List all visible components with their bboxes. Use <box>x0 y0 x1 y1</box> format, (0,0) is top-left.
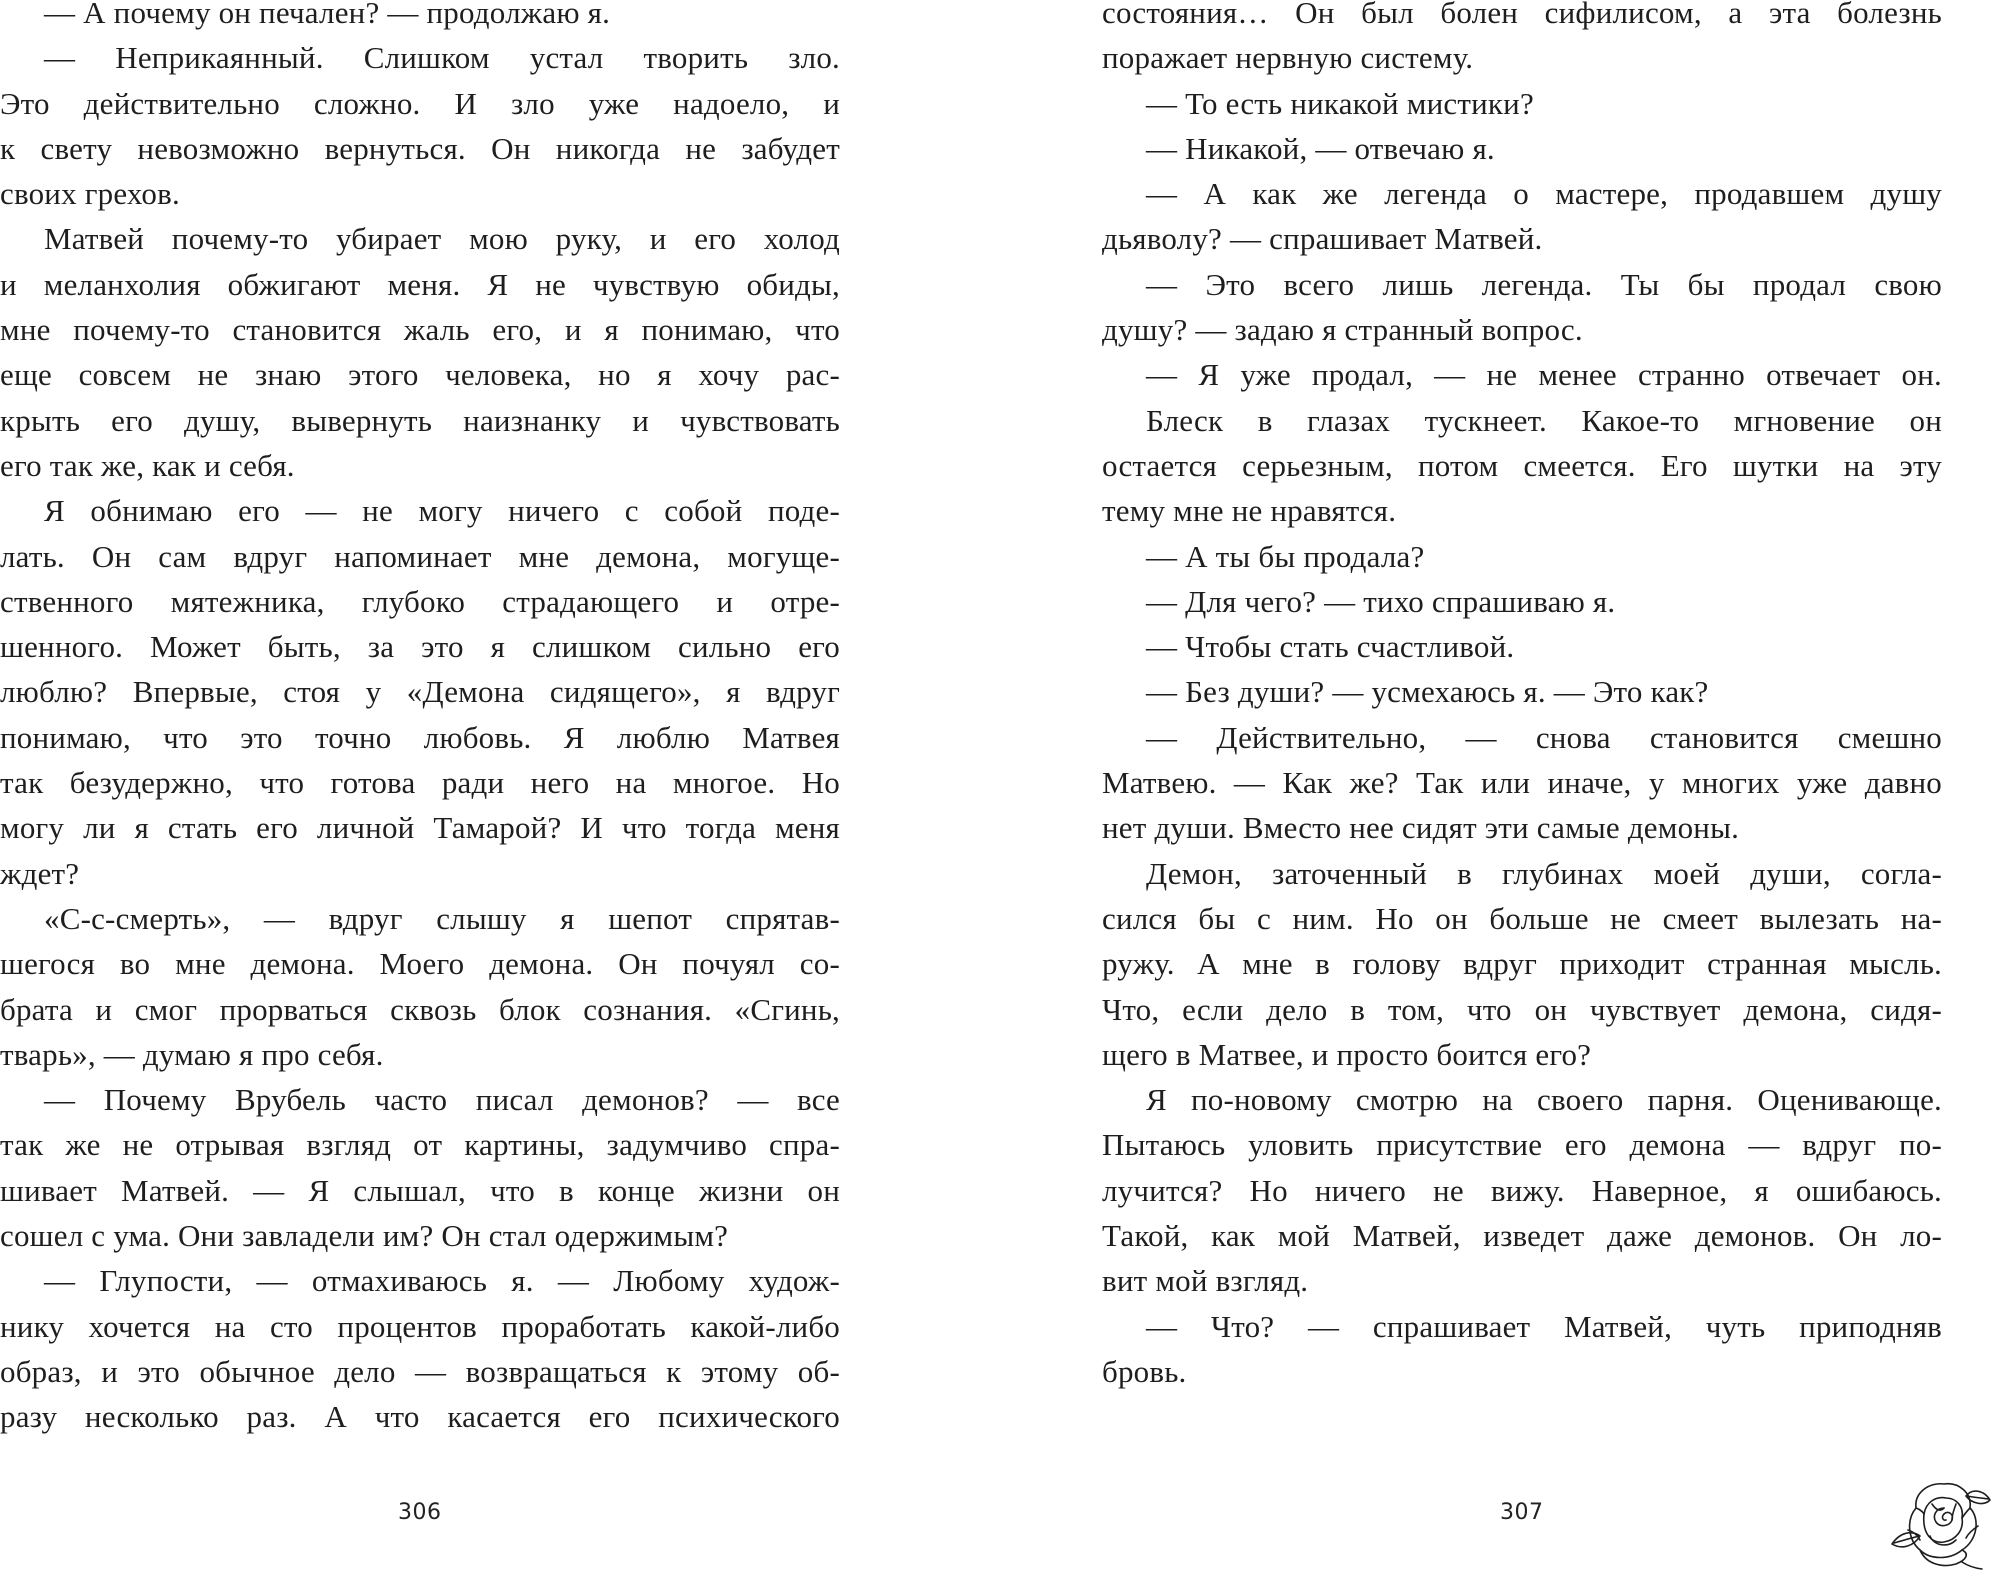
right-page <box>1102 0 1942 1570</box>
text-line: крыть его душу, вывернуть наизнанку и чувствовать <box>0 402 840 438</box>
text-line: — Чтобы стать счастливой. <box>1146 629 1515 665</box>
text-line: Что, если дело в том, что он чувствует демона, сидя- <box>1102 991 1942 1027</box>
page-number-left: 306 <box>398 1500 442 1525</box>
text-line: шенного. Может быть, за это я слишком сильно его <box>0 629 840 665</box>
text-line: могу ли я стать его личной Тамарой? И что тогда меня <box>0 810 840 846</box>
text-line: мне почему-то становится жаль его, и я понимаю, что <box>0 312 840 348</box>
text-line: вит мой взгляд. <box>1102 1263 1309 1299</box>
text-line: так безудержно, что готова ради него на многое. Но <box>0 765 840 801</box>
text-line: ждет? <box>0 855 80 891</box>
rose-icon <box>1886 1474 1998 1570</box>
text-line: — Без души? — усмехаюсь я. — Это как? <box>1146 674 1709 710</box>
text-line: бровь. <box>1102 1353 1187 1389</box>
text-line: дьяволу? — спрашивает Матвей. <box>1102 221 1543 257</box>
text-line: — Неприкаянный. Слишком устал творить зло. <box>44 40 840 76</box>
text-line: щего в Матвее, и просто боится его? <box>1102 1036 1592 1072</box>
text-line: — Глупости, — отмахиваюсь я. — Любому худож- <box>44 1263 840 1299</box>
text-line: — Что? — спрашивает Матвей, чуть приподняв <box>1146 1308 1942 1344</box>
text-line: нику хочется на сто процентов проработать какой-либо <box>0 1308 840 1344</box>
text-line: Я по-новому смотрю на своего парня. Оценивающе. <box>1146 1082 1942 1118</box>
text-line: — Это всего лишь легенда. Ты бы продал свою <box>1146 266 1942 302</box>
text-line: Я обнимаю его — не могу ничего с собой поде- <box>44 493 840 529</box>
text-line: его так же, как и себя. <box>0 447 295 483</box>
text-line: так же не отрывая взгляд от картины, задумчиво спра- <box>0 1127 840 1163</box>
text-line: ственного мятежника, глубоко страдающего и отре- <box>0 583 840 619</box>
text-line: Блеск в глазах тускнеет. Какое-то мгновение он <box>1146 402 1942 438</box>
text-line: Матвею. — Как же? Так или иначе, у многих уже давно <box>1102 765 1942 801</box>
text-line: тварь», — думаю я про себя. <box>0 1036 384 1072</box>
text-line: сился бы с ним. Но он больше не смеет вылезать на- <box>1102 900 1942 936</box>
text-line: — Никакой, — отвечаю я. <box>1146 130 1495 166</box>
text-line: «С-с-смерть», — вдруг слышу я шепот спрятав- <box>44 900 840 936</box>
text-line: душу? — задаю я странный вопрос. <box>1102 312 1583 348</box>
text-line: нет души. Вместо нее сидят эти самые демоны. <box>1102 810 1740 846</box>
text-line: лать. Он сам вдруг напоминает мне демона, могуще- <box>0 538 840 574</box>
text-line: разу несколько раз. А что касается его психического <box>0 1399 840 1435</box>
text-line: понимаю, что это точно любовь. Я люблю Матвея <box>0 719 840 755</box>
text-line: еще совсем не знаю этого человека, но я хочу рас- <box>0 357 840 393</box>
page-number-right: 307 <box>1500 1500 1544 1525</box>
text-line: Это действительно сложно. И зло уже надоело, и <box>0 85 840 121</box>
text-line: к свету невозможно вернуться. Он никогда не забудет <box>0 130 840 166</box>
text-line: и меланхолия обжигают меня. Я не чувствую обиды, <box>0 266 840 302</box>
text-line: брата и смог прорваться сквозь блок сознания. «Сгинь, <box>0 991 840 1027</box>
text-line: Пытаюсь уловить присутствие его демона — вдруг по- <box>1102 1127 1942 1163</box>
text-line: Демон, заточенный в глубинах моей души, согла- <box>1146 855 1942 891</box>
left-page-text <box>0 0 840 1440</box>
text-line: люблю? Впервые, стоя у «Демона сидящего», я вдруг <box>0 674 840 710</box>
text-line: сошел с ума. Они завладели им? Он стал одержимым? <box>0 1218 729 1254</box>
text-line: состояния… Он был болен сифилисом, а эта болезнь <box>1102 0 1942 30</box>
text-line: — А ты бы продала? <box>1146 538 1425 574</box>
text-line: шивает Матвей. — Я слышал, что в конце жизни он <box>0 1172 840 1208</box>
text-line: — А почему он печален? — продолжаю я. <box>44 0 611 30</box>
text-line: Матвей почему-то убирает мою руку, и его холод <box>44 221 840 257</box>
text-line: образ, и это обычное дело — возвращаться к этому об- <box>0 1353 840 1389</box>
text-line: ружу. А мне в голову вдруг приходит странная мысль. <box>1102 946 1942 982</box>
text-line: — То есть никакой мистики? <box>1146 85 1534 121</box>
text-line: — А как же легенда о мастере, продавшем душу <box>1146 176 1942 212</box>
text-line: шегося во мне демона. Моего демона. Он почуял со- <box>0 946 840 982</box>
text-line: — Действительно, — снова становится смешно <box>1146 719 1942 755</box>
text-line: тему мне не нравятся. <box>1102 493 1397 529</box>
text-line: лучится? Но ничего не вижу. Наверное, я ошибаюсь. <box>1102 1172 1942 1208</box>
left-page <box>0 0 840 1570</box>
text-line: — Почему Врубель часто писал демонов? — все <box>44 1082 840 1118</box>
text-line: Такой, как мой Матвей, изведет даже демонов. Он ло- <box>1102 1218 1942 1254</box>
text-line: — Я уже продал, — не менее странно отвечает он. <box>1146 357 1942 393</box>
text-line: остается серьезным, потом смеется. Его шутки на эту <box>1102 447 1942 483</box>
text-line: своих грехов. <box>0 176 180 212</box>
right-page-text <box>1102 0 1942 1394</box>
text-line: — Для чего? — тихо спрашиваю я. <box>1146 583 1616 619</box>
text-line: поражает нервную систему. <box>1102 40 1474 76</box>
